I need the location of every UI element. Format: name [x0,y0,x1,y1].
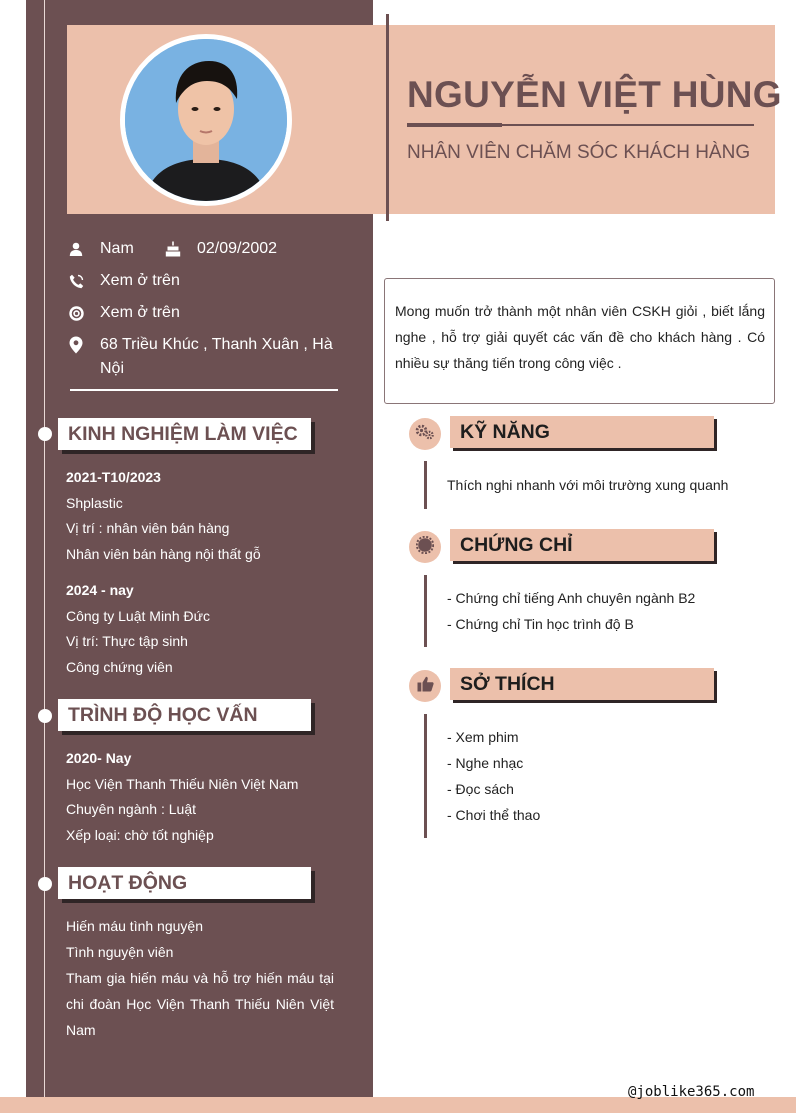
address-value [100,333,333,381]
gender-value: Nam [100,240,134,257]
hobbies-icon-badge [409,670,441,702]
experience-entry [66,465,334,567]
experience-period: 2021-T10/2023 [66,469,161,485]
timeline-line [44,0,45,1097]
hobby-item: - Nghe nhạc [447,755,524,771]
experience-company: Shplastic [66,494,123,511]
candidate-name: NGUYỄN VIỆT HÙNG [407,74,782,115]
timeline-dot [38,877,52,891]
hobbies-heading: SỞ THÍCH [450,668,714,700]
watermark: @joblike365.com [628,1084,755,1100]
education-major: Chuyên ngành : Luật [66,801,196,817]
phone-icon [67,269,85,293]
experience-heading: KINH NGHIỆM LÀM VIỆC [58,418,311,450]
contact-divider [70,389,338,391]
skill-item: Thích nghi nhanh với môi trường xung quanh [447,477,729,493]
timeline-dot [38,427,52,441]
gender-row [67,237,134,261]
career-objective: Mong muốn trở thành một nhân viên CSKH giỏi , biết lắng nghe , hỗ trợ giải quyết các vấn đề cho khách hàng . Có nhiều sự thăng tiến trong công việc . [384,278,775,404]
phone-row [67,269,180,293]
education-entry [66,746,334,848]
activity-item: Tình nguyện viên [66,943,174,960]
certificates-icon-badge [409,531,441,563]
education-period: 2020- Nay [66,750,132,766]
experience-period: 2024 - nay [66,582,134,598]
activities-heading: HOẠT ĐỘNG [58,867,311,899]
email-row [67,301,180,325]
user-icon [67,237,85,261]
experience-company: Công ty Luật Minh Đức [66,607,210,624]
email-value: Xem ở trên [100,304,180,321]
education-school: Học Viện Thanh Thiếu Niên Việt Nam [66,775,299,792]
hobby-item: - Đọc sách [447,781,514,797]
skills-heading: KỸ NĂNG [450,416,714,448]
gears-icon [415,424,435,445]
activity-item: Hiến máu tình nguyện [66,918,203,934]
hobby-item: - Xem phim [447,729,519,745]
address-line-1: 68 Triều Khúc , Thanh Xuân , Hà [100,336,333,353]
email-at-icon [67,301,85,325]
address-line-2: Nội [100,360,125,377]
hobbies-list [447,724,540,828]
header-divider [386,14,389,221]
activities-list [66,914,334,965]
skills-icon-badge [409,418,441,450]
birthday-value: 02/09/2002 [197,240,278,257]
education-heading: TRÌNH ĐỘ HỌC VẤN [58,699,311,731]
name-underline-accent [407,123,502,127]
experience-description: Công chứng viên [66,658,173,675]
birthday-cake-icon [164,237,182,261]
job-title: NHÂN VIÊN CHĂM SÓC KHÁCH HÀNG [407,142,751,163]
experience-description: Nhân viên bán hàng nội thất gỗ [66,545,261,562]
avatar [120,34,292,206]
certificates-list [447,585,695,637]
avatar-portrait [125,39,287,201]
education-grade: Xếp loại: chờ tốt nghiệp [66,826,214,843]
experience-entry [66,578,334,680]
timeline-dot [38,709,52,723]
location-pin-icon [67,333,85,357]
experience-role: Vị trí: Thực tập sinh [66,633,188,649]
thumbs-up-icon [417,676,434,697]
certificate-badge-icon [416,536,434,559]
hobbies-bar [424,714,427,838]
phone-value: Xem ở trên [100,272,180,289]
certificate-item: - Chứng chỉ Tin học trình độ B [447,616,634,632]
certificates-heading: CHỨNG CHỈ [450,529,714,561]
certificate-item: - Chứng chỉ tiếng Anh chuyên ngành B2 [447,590,696,606]
skills-bar [424,461,427,509]
address-row [67,333,337,381]
experience-role: Vị trí : nhân viên bán hàng [66,520,230,536]
birthday-row [164,237,277,261]
hobby-item: - Chơi thể thao [447,807,541,823]
skills-list [447,472,728,498]
activity-item: Tham gia hiến máu và hỗ trợ hiến máu tại chi đoàn Học Viện Thanh Thiếu Niên Việt Nam [66,970,334,1038]
certificates-bar [424,575,427,647]
